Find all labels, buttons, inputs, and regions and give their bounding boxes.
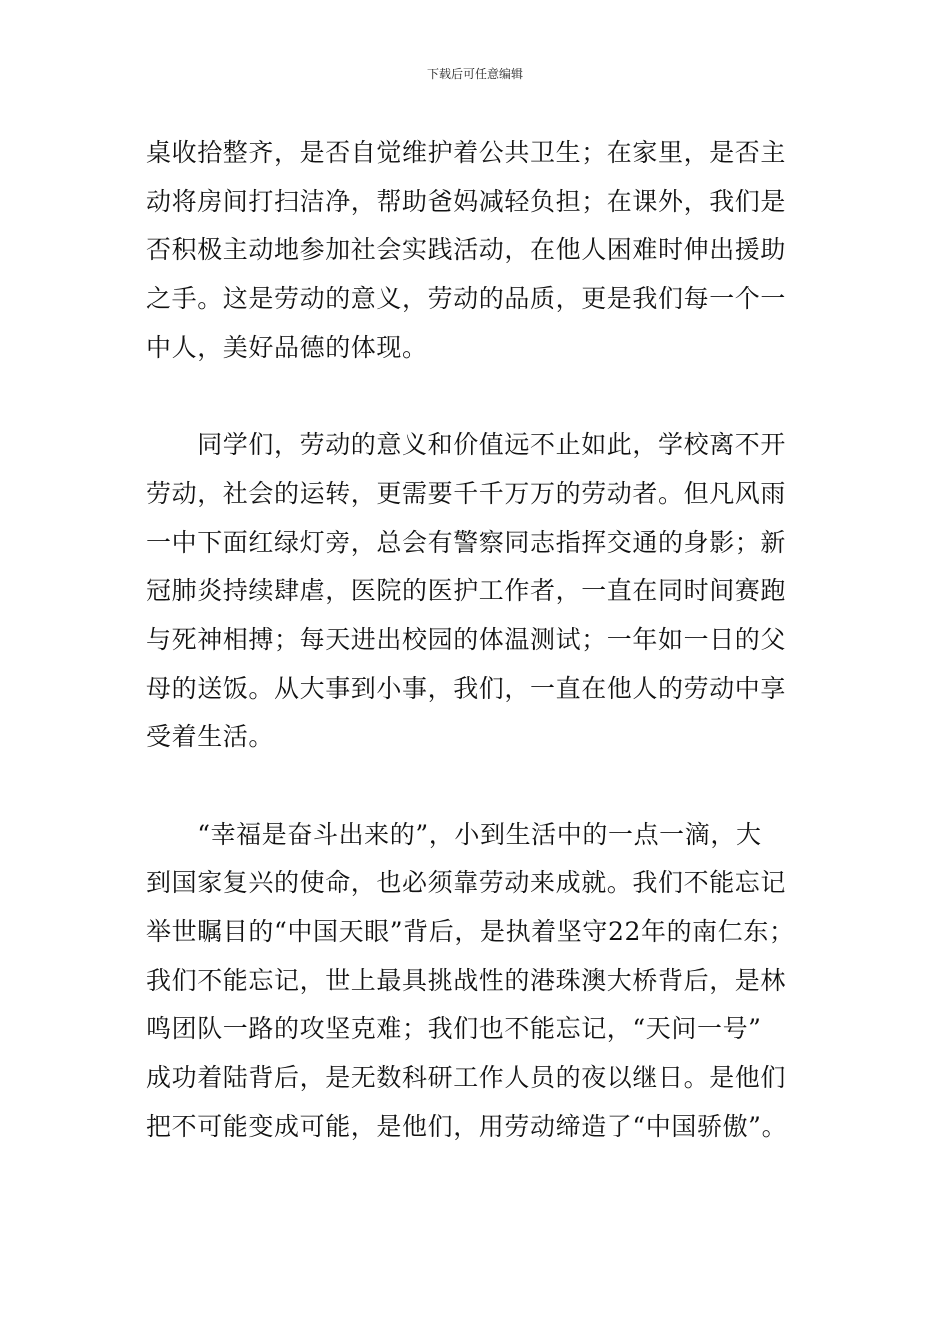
document-body <box>146 129 808 1151</box>
text-line: 否积极主动地参加社会实践活动，在他人困难时伸出援助 <box>146 235 787 265</box>
text-line: 把不可能变成可能，是他们，用劳动缔造了“中国骄傲”。 <box>146 1111 788 1141</box>
paragraph-3 <box>146 811 808 1152</box>
paragraph-spacer <box>146 762 808 811</box>
paragraph-2 <box>146 421 808 762</box>
text-line: 母的送饭。从大事到小事，我们，一直在他人的劳动中享 <box>146 673 787 703</box>
text-line: 冠肺炎持续肆虐，医院的医护工作者，一直在同时间赛跑 <box>146 576 787 606</box>
text-line: 一中下面红绿灯旁，总会有警察同志指挥交通的身影；新 <box>146 527 787 557</box>
text-line: 之手。这是劳动的意义，劳动的品质，更是我们每一个一 <box>146 284 787 314</box>
text-line: 我们不能忘记，世上最具挑战性的港珠澳大桥背后，是林 <box>146 965 787 995</box>
text-line: 中人，美好品德的体现。 <box>146 332 428 362</box>
text-line: 同学们，劳动的意义和价值远不止如此，学校离不开 <box>146 430 787 460</box>
text-line: 鸣团队一路的攻坚克难；我们也不能忘记，“天问一号” <box>146 1014 762 1044</box>
paragraph-1 <box>146 129 808 372</box>
text-line: 与死神相搏；每天进出校园的体温测试；一年如一日的父 <box>146 624 787 654</box>
text-line: 受着生活。 <box>146 722 275 752</box>
text-line: 到国家复兴的使命，也必须靠劳动来成就。我们不能忘记 <box>146 868 787 898</box>
text-line: 动将房间打扫洁净，帮助爸妈减轻负担；在课外，我们是 <box>146 186 787 216</box>
page-header-note: 下载后可任意编辑 <box>426 67 523 81</box>
paragraph-spacer <box>146 372 808 421</box>
text-line: 劳动，社会的运转，更需要千千万万的劳动者。但凡风雨 <box>146 478 787 508</box>
text-line: 举世瞩目的“中国天眼”背后，是执着坚守22年的南仁东； <box>146 917 795 946</box>
text-line: 桌收拾整齐，是否自觉维护着公共卫生；在家里，是否主 <box>146 138 787 167</box>
text-line: “幸福是奋斗出来的”，小到生活中的一点一滴，大 <box>146 819 762 849</box>
text-line: 成功着陆背后，是无数科研工作人员的夜以继日。是他们 <box>146 1063 787 1093</box>
